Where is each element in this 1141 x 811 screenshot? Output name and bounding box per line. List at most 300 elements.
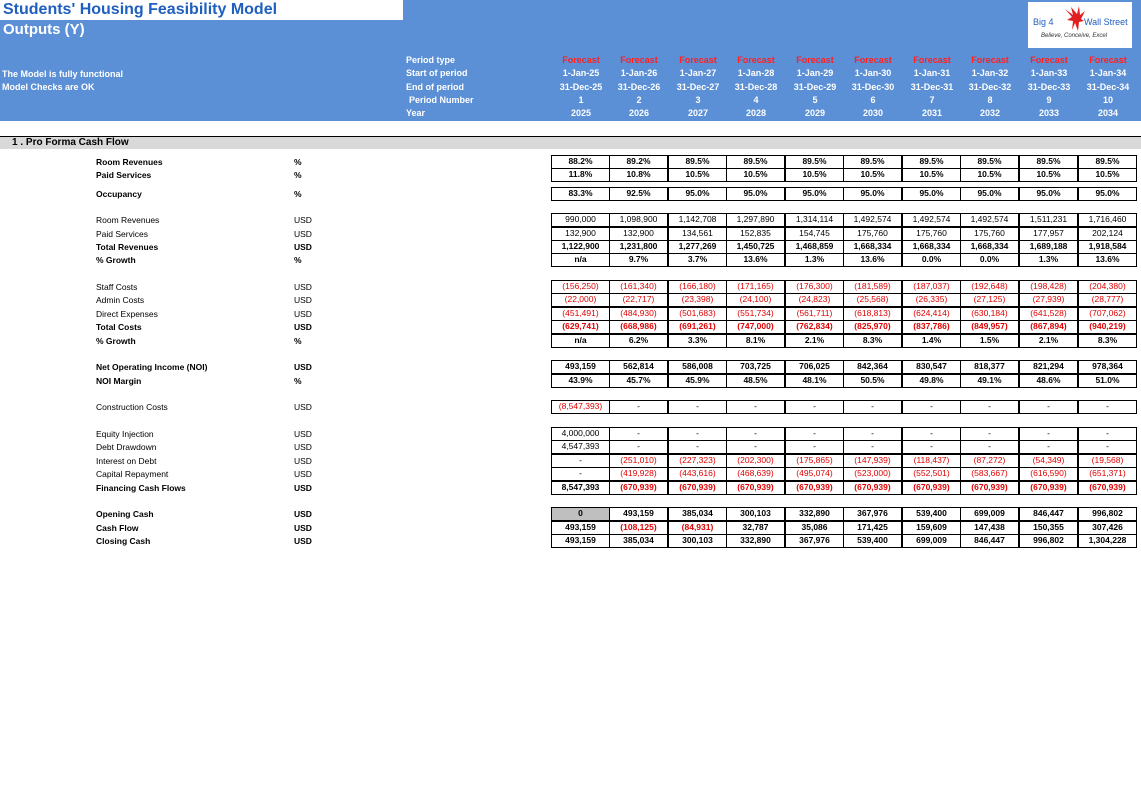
table-cell[interactable]: 307,426 — [1078, 521, 1137, 535]
row-unit: USD — [294, 309, 312, 319]
table-cell[interactable]: 35,086 — [785, 521, 844, 535]
page-title: Students' Housing Feasibility Model — [3, 1, 278, 18]
table-cell[interactable]: - — [551, 467, 610, 481]
table-cell[interactable]: - — [960, 400, 1019, 414]
table-cell[interactable]: - — [551, 454, 610, 468]
period-year-cell: 2032 — [979, 108, 1001, 118]
period-end-cell: 31-Dec-25 — [559, 82, 603, 92]
table-cell[interactable]: - — [1078, 427, 1137, 441]
period-number-cell: 8 — [987, 95, 993, 105]
table-cell[interactable]: - — [785, 427, 844, 441]
table-cell[interactable]: 83.3% — [551, 187, 610, 201]
table-cell[interactable]: - — [902, 400, 961, 414]
period-start-cell: 1-Jan-26 — [620, 68, 658, 78]
table-cell[interactable]: 846,447 — [1019, 507, 1078, 521]
table-cell[interactable]: (670,939) — [668, 481, 727, 495]
table-cell[interactable]: (161,340) — [609, 280, 668, 294]
table-cell[interactable]: - — [785, 400, 844, 414]
table-cell[interactable]: 493,159 — [551, 521, 610, 535]
table-cell[interactable]: (837,786) — [902, 320, 961, 334]
table-cell[interactable]: 10.5% — [726, 168, 785, 182]
row-unit: USD — [294, 523, 312, 533]
table-cell[interactable]: 95.0% — [843, 187, 902, 201]
table-cell[interactable]: - — [726, 427, 785, 441]
period-year-cell: 2028 — [745, 108, 767, 118]
table-cell[interactable]: 154,745 — [785, 227, 844, 241]
table-cell[interactable]: 367,976 — [785, 534, 844, 548]
table-cell[interactable]: (651,371) — [1078, 467, 1137, 481]
row-label: Paid Services — [96, 170, 152, 180]
table-cell[interactable]: 49.1% — [960, 374, 1019, 388]
table-cell[interactable]: 846,447 — [960, 534, 1019, 548]
table-cell[interactable]: 996,802 — [1019, 534, 1078, 548]
table-cell[interactable]: 1,314,114 — [785, 213, 844, 227]
table-cell[interactable]: 1,492,574 — [843, 213, 902, 227]
period-number-cell: 4 — [753, 95, 759, 105]
row-unit: % — [294, 170, 302, 180]
table-cell[interactable]: 89.5% — [902, 155, 961, 169]
table-cell[interactable]: 703,725 — [726, 360, 785, 374]
table-cell[interactable]: (629,741) — [551, 320, 610, 334]
period-number-cell: 3 — [695, 95, 701, 105]
table-cell[interactable]: 706,025 — [785, 360, 844, 374]
table-cell[interactable]: (849,957) — [960, 320, 1019, 334]
period-end-cell: 31-Dec-29 — [793, 82, 837, 92]
table-cell[interactable]: - — [843, 440, 902, 454]
table-cell[interactable]: 332,890 — [785, 507, 844, 521]
row-label: Construction Costs — [96, 402, 168, 412]
table-cell[interactable]: (24,823) — [785, 293, 844, 307]
table-cell[interactable]: n/a — [551, 334, 610, 348]
table-cell[interactable]: 562,814 — [609, 360, 668, 374]
table-cell[interactable]: 8,547,393 — [551, 481, 610, 495]
table-cell[interactable]: (227,323) — [668, 454, 727, 468]
table-cell[interactable]: (762,834) — [785, 320, 844, 334]
table-cell[interactable]: 171,425 — [843, 521, 902, 535]
table-cell[interactable]: (618,813) — [843, 307, 902, 321]
period-end-cell: 31-Dec-33 — [1027, 82, 1071, 92]
table-cell[interactable]: 89.5% — [960, 155, 1019, 169]
table-cell[interactable]: (166,180) — [668, 280, 727, 294]
period-end-cell: 31-Dec-26 — [617, 82, 661, 92]
table-cell[interactable]: (23,398) — [668, 293, 727, 307]
table-cell[interactable]: (27,125) — [960, 293, 1019, 307]
table-cell[interactable]: - — [668, 440, 727, 454]
table-cell[interactable]: 699,009 — [960, 507, 1019, 521]
section-title: 1 . Pro Forma Cash Flow — [12, 137, 129, 148]
table-cell[interactable]: 1,122,900 — [551, 240, 610, 254]
table-cell[interactable]: 8.1% — [726, 334, 785, 348]
table-cell[interactable]: 13.6% — [726, 253, 785, 267]
table-cell[interactable]: 1,142,708 — [668, 213, 727, 227]
table-cell[interactable]: - — [843, 427, 902, 441]
table-cell[interactable]: (940,219) — [1078, 320, 1137, 334]
row-unit: USD — [294, 536, 312, 546]
table-cell[interactable]: 159,609 — [902, 521, 961, 535]
table-cell[interactable]: 2.1% — [1019, 334, 1078, 348]
table-cell[interactable]: 89.5% — [785, 155, 844, 169]
table-cell[interactable]: 539,400 — [902, 507, 961, 521]
table-cell[interactable]: 48.1% — [785, 374, 844, 388]
period-number-cell: 7 — [929, 95, 935, 105]
table-cell[interactable]: (670,939) — [785, 481, 844, 495]
table-cell[interactable]: 95.0% — [1019, 187, 1078, 201]
table-cell[interactable]: 1,716,460 — [1078, 213, 1137, 227]
table-cell[interactable]: 1,492,574 — [960, 213, 1019, 227]
table-cell[interactable]: (176,300) — [785, 280, 844, 294]
model-checks-note: Model Checks are OK — [2, 82, 95, 92]
table-cell[interactable]: - — [1078, 400, 1137, 414]
table-cell[interactable]: (198,428) — [1019, 280, 1078, 294]
table-cell[interactable]: 1,668,334 — [902, 240, 961, 254]
table-cell[interactable]: (25,568) — [843, 293, 902, 307]
table-cell[interactable]: (419,928) — [609, 467, 668, 481]
table-cell[interactable]: 10.5% — [902, 168, 961, 182]
period-number-cell: 10 — [1102, 95, 1113, 105]
table-cell[interactable]: (204,380) — [1078, 280, 1137, 294]
row-unit: USD — [294, 215, 312, 225]
table-cell[interactable]: (108,125) — [609, 521, 668, 535]
table-cell[interactable]: 49.8% — [902, 374, 961, 388]
table-cell[interactable]: 818,377 — [960, 360, 1019, 374]
table-cell[interactable]: (175,865) — [785, 454, 844, 468]
table-cell[interactable]: (192,648) — [960, 280, 1019, 294]
table-cell[interactable]: 95.0% — [668, 187, 727, 201]
table-cell[interactable]: (867,894) — [1019, 320, 1078, 334]
table-cell[interactable]: 132,900 — [551, 227, 610, 241]
table-cell[interactable]: 51.0% — [1078, 374, 1137, 388]
table-cell[interactable]: (27,939) — [1019, 293, 1078, 307]
logo-text-right: Wall Street — [1084, 17, 1128, 27]
table-cell[interactable]: 1,668,334 — [960, 240, 1019, 254]
table-cell[interactable]: 13.6% — [1078, 253, 1137, 267]
period-label-year: Year — [406, 108, 426, 118]
table-cell[interactable]: 9.7% — [609, 253, 668, 267]
table-cell[interactable]: 95.0% — [1078, 187, 1137, 201]
table-cell[interactable]: (670,939) — [609, 481, 668, 495]
table-cell[interactable]: (84,931) — [668, 521, 727, 535]
table-cell[interactable]: 95.0% — [726, 187, 785, 201]
period-year-cell: 2033 — [1038, 108, 1060, 118]
table-cell[interactable]: 0 — [551, 507, 610, 521]
section-bar — [0, 136, 1141, 149]
period-end-cell: 31-Dec-27 — [676, 82, 720, 92]
table-cell[interactable]: - — [1019, 400, 1078, 414]
table-cell[interactable]: 8.3% — [843, 334, 902, 348]
table-cell[interactable]: (523,000) — [843, 467, 902, 481]
row-label: Net Operating Income (NOI) — [96, 362, 208, 372]
table-cell[interactable]: (641,528) — [1019, 307, 1078, 321]
table-cell[interactable]: (691,261) — [668, 320, 727, 334]
table-cell[interactable]: (54,349) — [1019, 454, 1078, 468]
table-cell[interactable]: 1,918,584 — [1078, 240, 1137, 254]
period-number-cell: 5 — [812, 95, 818, 105]
table-cell[interactable]: (670,939) — [843, 481, 902, 495]
table-cell[interactable]: (670,939) — [726, 481, 785, 495]
table-cell[interactable]: 89.2% — [609, 155, 668, 169]
header-band — [0, 0, 1141, 121]
table-cell[interactable]: 43.9% — [551, 374, 610, 388]
table-cell[interactable]: 1,231,800 — [609, 240, 668, 254]
table-cell[interactable]: 1,098,900 — [609, 213, 668, 227]
table-cell[interactable]: 1.5% — [960, 334, 1019, 348]
row-label: Interest on Debt — [96, 456, 157, 466]
table-cell[interactable]: 10.5% — [668, 168, 727, 182]
table-cell[interactable]: - — [668, 400, 727, 414]
table-cell[interactable]: 1,468,859 — [785, 240, 844, 254]
table-cell[interactable]: - — [960, 440, 1019, 454]
table-cell[interactable]: - — [785, 440, 844, 454]
table-cell[interactable]: 88.2% — [551, 155, 610, 169]
table-cell[interactable]: 134,561 — [668, 227, 727, 241]
table-cell[interactable]: 89.5% — [843, 155, 902, 169]
period-end-cell: 31-Dec-28 — [734, 82, 778, 92]
table-cell[interactable]: 10.8% — [609, 168, 668, 182]
table-cell[interactable]: 45.9% — [668, 374, 727, 388]
table-cell[interactable]: - — [902, 440, 961, 454]
table-cell[interactable]: 10.5% — [843, 168, 902, 182]
table-cell[interactable]: 1,511,231 — [1019, 213, 1078, 227]
table-cell[interactable]: 45.7% — [609, 374, 668, 388]
table-cell[interactable]: (583,667) — [960, 467, 1019, 481]
table-cell[interactable]: 10.5% — [785, 168, 844, 182]
table-cell[interactable]: 4,547,393 — [551, 440, 610, 454]
table-cell[interactable]: 1,689,188 — [1019, 240, 1078, 254]
table-cell[interactable]: 1,492,574 — [902, 213, 961, 227]
table-cell[interactable]: - — [609, 400, 668, 414]
table-cell[interactable]: (22,717) — [609, 293, 668, 307]
row-label: Room Revenues — [96, 215, 160, 225]
table-cell[interactable]: (468,639) — [726, 467, 785, 481]
table-cell[interactable]: - — [726, 440, 785, 454]
row-label: % Growth — [96, 336, 136, 346]
table-cell[interactable]: 1,450,725 — [726, 240, 785, 254]
row-label: NOI Margin — [96, 376, 142, 386]
period-number-cell: 2 — [636, 95, 642, 105]
table-cell[interactable]: 175,760 — [902, 227, 961, 241]
table-cell[interactable]: (87,272) — [960, 454, 1019, 468]
row-unit: USD — [294, 509, 312, 519]
table-cell[interactable]: 10.5% — [1078, 168, 1137, 182]
table-cell[interactable]: 332,890 — [726, 534, 785, 548]
table-cell[interactable]: 147,438 — [960, 521, 1019, 535]
table-cell[interactable]: 821,294 — [1019, 360, 1078, 374]
row-unit: % — [294, 336, 302, 346]
table-cell[interactable]: (624,414) — [902, 307, 961, 321]
table-cell[interactable]: 493,159 — [551, 360, 610, 374]
table-cell[interactable]: (484,930) — [609, 307, 668, 321]
table-cell[interactable]: (156,250) — [551, 280, 610, 294]
period-start-cell: 1-Jan-30 — [854, 68, 892, 78]
table-cell[interactable]: 150,355 — [1019, 521, 1078, 535]
period-type-cell: Forecast — [1089, 55, 1127, 65]
table-cell[interactable]: 10.5% — [960, 168, 1019, 182]
table-cell[interactable]: (26,335) — [902, 293, 961, 307]
table-cell[interactable]: - — [843, 400, 902, 414]
table-cell[interactable]: (707,062) — [1078, 307, 1137, 321]
row-label: Equity Injection — [96, 429, 154, 439]
table-cell[interactable]: (181,589) — [843, 280, 902, 294]
table-cell[interactable]: 385,034 — [609, 534, 668, 548]
table-cell[interactable]: (616,590) — [1019, 467, 1078, 481]
table-cell[interactable]: 1,297,890 — [726, 213, 785, 227]
table-cell[interactable]: 6.2% — [609, 334, 668, 348]
table-cell[interactable]: 132,900 — [609, 227, 668, 241]
table-cell[interactable]: (670,939) — [960, 481, 1019, 495]
row-unit: USD — [294, 456, 312, 466]
row-unit: USD — [294, 229, 312, 239]
table-cell[interactable]: 89.5% — [1078, 155, 1137, 169]
table-cell[interactable]: 830,547 — [902, 360, 961, 374]
table-cell[interactable]: 4,000,000 — [551, 427, 610, 441]
table-cell[interactable]: (171,165) — [726, 280, 785, 294]
table-cell[interactable]: 3.7% — [668, 253, 727, 267]
table-cell[interactable]: - — [726, 400, 785, 414]
row-label: Room Revenues — [96, 157, 163, 167]
table-cell[interactable]: 0.0% — [902, 253, 961, 267]
period-type-cell: Forecast — [679, 55, 717, 65]
table-cell[interactable]: 1,668,334 — [843, 240, 902, 254]
table-cell[interactable]: (747,000) — [726, 320, 785, 334]
table-cell[interactable]: 10.5% — [1019, 168, 1078, 182]
table-cell[interactable]: 990,000 — [551, 213, 610, 227]
table-cell[interactable]: 8.3% — [1078, 334, 1137, 348]
table-cell[interactable]: 32,787 — [726, 521, 785, 535]
table-cell[interactable]: (551,734) — [726, 307, 785, 321]
table-cell[interactable]: - — [1019, 440, 1078, 454]
table-cell[interactable]: 996,802 — [1078, 507, 1137, 521]
table-cell[interactable]: 539,400 — [843, 534, 902, 548]
period-year-cell: 2030 — [862, 108, 884, 118]
row-unit: USD — [294, 402, 312, 412]
row-label: Paid Services — [96, 229, 148, 239]
table-cell[interactable]: (251,010) — [609, 454, 668, 468]
table-cell[interactable]: 0.0% — [960, 253, 1019, 267]
table-cell[interactable]: (552,501) — [902, 467, 961, 481]
table-cell[interactable]: (443,616) — [668, 467, 727, 481]
table-cell[interactable]: 175,760 — [960, 227, 1019, 241]
table-cell[interactable]: (28,777) — [1078, 293, 1137, 307]
table-cell[interactable]: 3.3% — [668, 334, 727, 348]
period-type-cell: Forecast — [854, 55, 892, 65]
table-cell[interactable]: 13.6% — [843, 253, 902, 267]
table-cell[interactable]: 300,103 — [668, 534, 727, 548]
table-cell[interactable]: 493,159 — [609, 507, 668, 521]
table-cell[interactable]: 2.1% — [785, 334, 844, 348]
table-cell[interactable]: 11.8% — [551, 168, 610, 182]
row-unit: % — [294, 255, 302, 265]
table-cell[interactable]: (670,939) — [902, 481, 961, 495]
table-cell[interactable]: (670,939) — [1078, 481, 1137, 495]
table-cell[interactable]: 300,103 — [726, 507, 785, 521]
row-unit: USD — [294, 442, 312, 452]
table-cell[interactable]: 50.5% — [843, 374, 902, 388]
table-cell[interactable]: (668,986) — [609, 320, 668, 334]
table-cell[interactable]: 177,957 — [1019, 227, 1078, 241]
table-cell[interactable]: (19,568) — [1078, 454, 1137, 468]
table-cell[interactable]: 385,034 — [668, 507, 727, 521]
table-cell[interactable]: 1.3% — [785, 253, 844, 267]
table-cell[interactable]: (147,939) — [843, 454, 902, 468]
table-cell[interactable]: (451,491) — [551, 307, 610, 321]
table-cell[interactable]: 202,124 — [1078, 227, 1137, 241]
row-unit: USD — [294, 469, 312, 479]
table-cell[interactable]: 699,009 — [902, 534, 961, 548]
table-cell[interactable]: 1,304,228 — [1078, 534, 1137, 548]
table-cell[interactable]: 48.6% — [1019, 374, 1078, 388]
row-unit: USD — [294, 429, 312, 439]
table-cell[interactable]: - — [668, 427, 727, 441]
table-cell[interactable]: (630,184) — [960, 307, 1019, 321]
table-cell[interactable]: - — [960, 427, 1019, 441]
table-cell[interactable]: 1.4% — [902, 334, 961, 348]
period-year-cell: 2029 — [804, 108, 826, 118]
table-cell[interactable]: 95.0% — [902, 187, 961, 201]
period-end-cell: 31-Dec-34 — [1086, 82, 1130, 92]
period-year-cell: 2034 — [1097, 108, 1119, 118]
table-cell[interactable]: 95.0% — [785, 187, 844, 201]
table-cell[interactable]: 89.5% — [1019, 155, 1078, 169]
row-label: Total Costs — [96, 322, 142, 332]
table-cell[interactable]: 493,159 — [551, 534, 610, 548]
table-cell[interactable]: - — [1078, 440, 1137, 454]
table-cell[interactable]: (202,300) — [726, 454, 785, 468]
table-cell[interactable]: 152,835 — [726, 227, 785, 241]
table-cell[interactable]: 1,277,269 — [668, 240, 727, 254]
table-cell[interactable]: - — [609, 427, 668, 441]
period-start-cell: 1-Jan-31 — [913, 68, 951, 78]
table-cell[interactable]: (670,939) — [1019, 481, 1078, 495]
table-cell[interactable]: (8,547,393) — [551, 400, 610, 414]
table-cell[interactable]: - — [902, 427, 961, 441]
table-cell[interactable]: (22,000) — [551, 293, 610, 307]
table-cell[interactable]: - — [609, 440, 668, 454]
table-cell[interactable]: (501,683) — [668, 307, 727, 321]
table-cell[interactable]: 586,008 — [668, 360, 727, 374]
row-label: Occupancy — [96, 189, 142, 199]
table-cell[interactable]: 92.5% — [609, 187, 668, 201]
table-cell[interactable]: (118,437) — [902, 454, 961, 468]
period-type-cell: Forecast — [913, 55, 951, 65]
table-cell[interactable]: 48.5% — [726, 374, 785, 388]
page-subtitle: Outputs (Y) — [3, 21, 85, 38]
period-type-cell: Forecast — [971, 55, 1009, 65]
table-cell[interactable]: 95.0% — [960, 187, 1019, 201]
table-cell[interactable]: 842,364 — [843, 360, 902, 374]
row-label: Staff Costs — [96, 282, 138, 292]
row-label: Debt Drawdown — [96, 442, 157, 452]
table-cell[interactable]: n/a — [551, 253, 610, 267]
table-cell[interactable]: (24,100) — [726, 293, 785, 307]
row-unit: USD — [294, 483, 312, 493]
table-cell[interactable]: (825,970) — [843, 320, 902, 334]
table-cell[interactable]: 89.5% — [668, 155, 727, 169]
table-cell[interactable]: - — [1019, 427, 1078, 441]
table-cell[interactable]: 978,364 — [1078, 360, 1137, 374]
table-cell[interactable]: (495,074) — [785, 467, 844, 481]
logo-tagline: Believe, Conceive, Excel — [1041, 33, 1108, 39]
table-cell[interactable]: 1.3% — [1019, 253, 1078, 267]
table-cell[interactable]: 89.5% — [726, 155, 785, 169]
row-label: Capital Repayment — [96, 469, 169, 479]
table-cell[interactable]: 175,760 — [843, 227, 902, 241]
row-unit: % — [294, 189, 302, 199]
table-cell[interactable]: (561,711) — [785, 307, 844, 321]
table-cell[interactable]: (187,037) — [902, 280, 961, 294]
row-unit: USD — [294, 295, 312, 305]
table-cell[interactable]: 367,976 — [843, 507, 902, 521]
company-logo — [1028, 2, 1132, 48]
